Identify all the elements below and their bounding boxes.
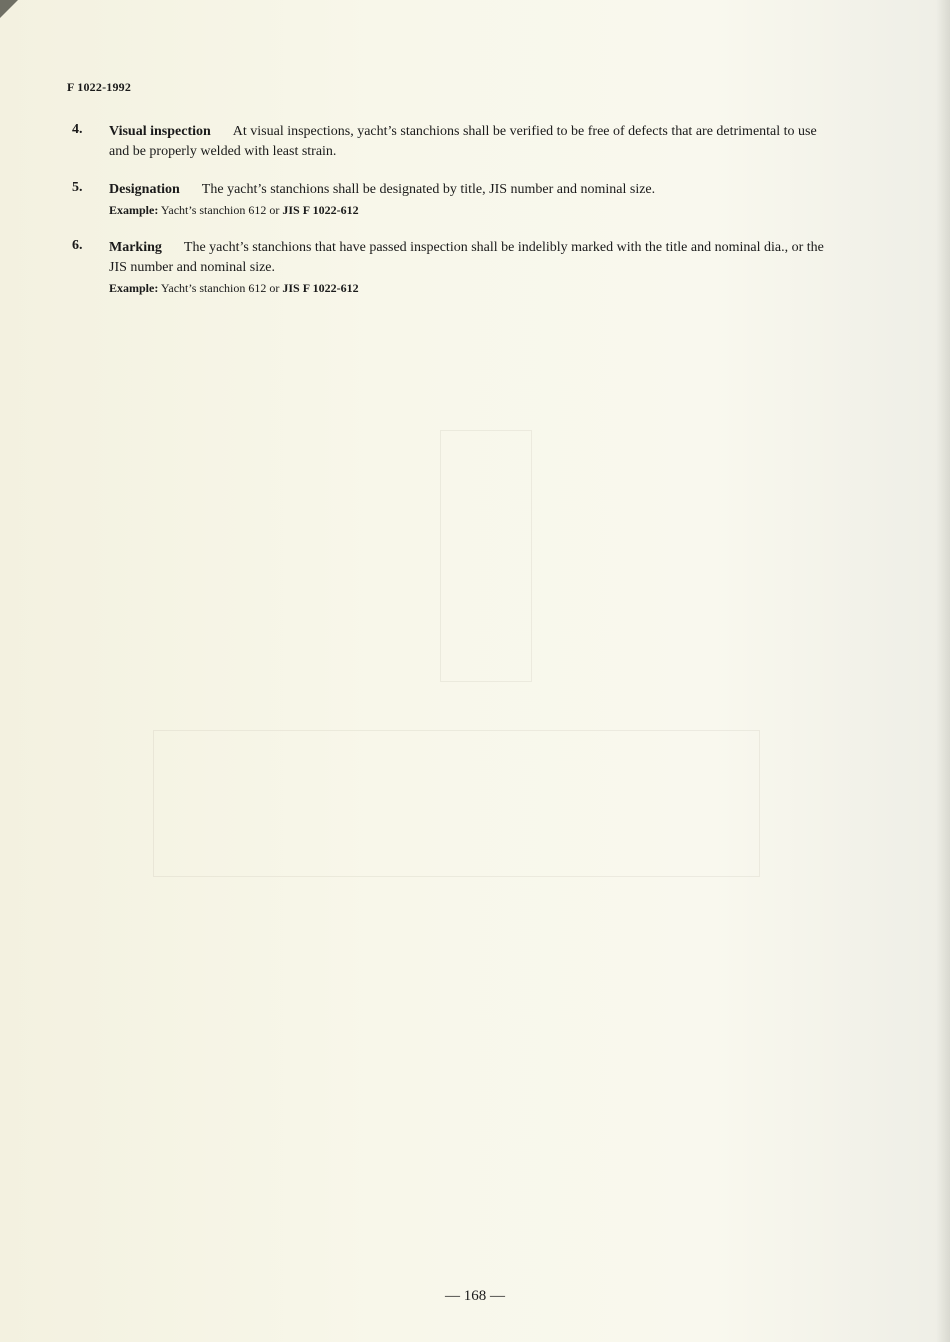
section-heading: Marking [109, 240, 162, 255]
section-heading: Visual inspection [109, 124, 211, 139]
section-heading: Designation [109, 182, 180, 197]
example-line [109, 202, 832, 218]
example-line [109, 280, 832, 296]
section-number: 5. [72, 180, 83, 195]
section-text: At visual inspections, yacht’s stanchions shall be verified to be free of defects that are detrimental to use and be properly welded with least strain. [109, 124, 817, 159]
section-body [109, 122, 832, 162]
example-label: Example: [109, 281, 159, 295]
bleed-through-figure [440, 430, 532, 682]
page-number: — 168 — [445, 1288, 505, 1304]
section-body [109, 238, 832, 278]
corner-fold [0, 0, 18, 18]
example-text: Yacht’s stanchion 612 or [160, 281, 280, 295]
section-body [109, 180, 832, 200]
section-number: 6. [72, 238, 83, 253]
section-number: 4. [72, 122, 83, 137]
example-code: JIS F 1022-612 [282, 281, 359, 295]
section-designation [72, 180, 832, 218]
page-edge-shadow [936, 0, 950, 1342]
section-marking [72, 238, 832, 296]
example-code: JIS F 1022-612 [282, 203, 359, 217]
document-id: F 1022-1992 [67, 80, 132, 94]
bleed-through-table [153, 730, 760, 877]
example-label: Example: [109, 203, 159, 217]
section-text: The yacht’s stanchions that have passed inspection shall be indelibly marked with the title and nominal dia., or the JIS number and nominal size. [109, 240, 824, 275]
section-text: The yacht’s stanchions shall be designated by title, JIS number and nominal size. [201, 182, 656, 197]
example-text: Yacht’s stanchion 612 or [160, 203, 280, 217]
section-visual-inspection [72, 122, 832, 162]
